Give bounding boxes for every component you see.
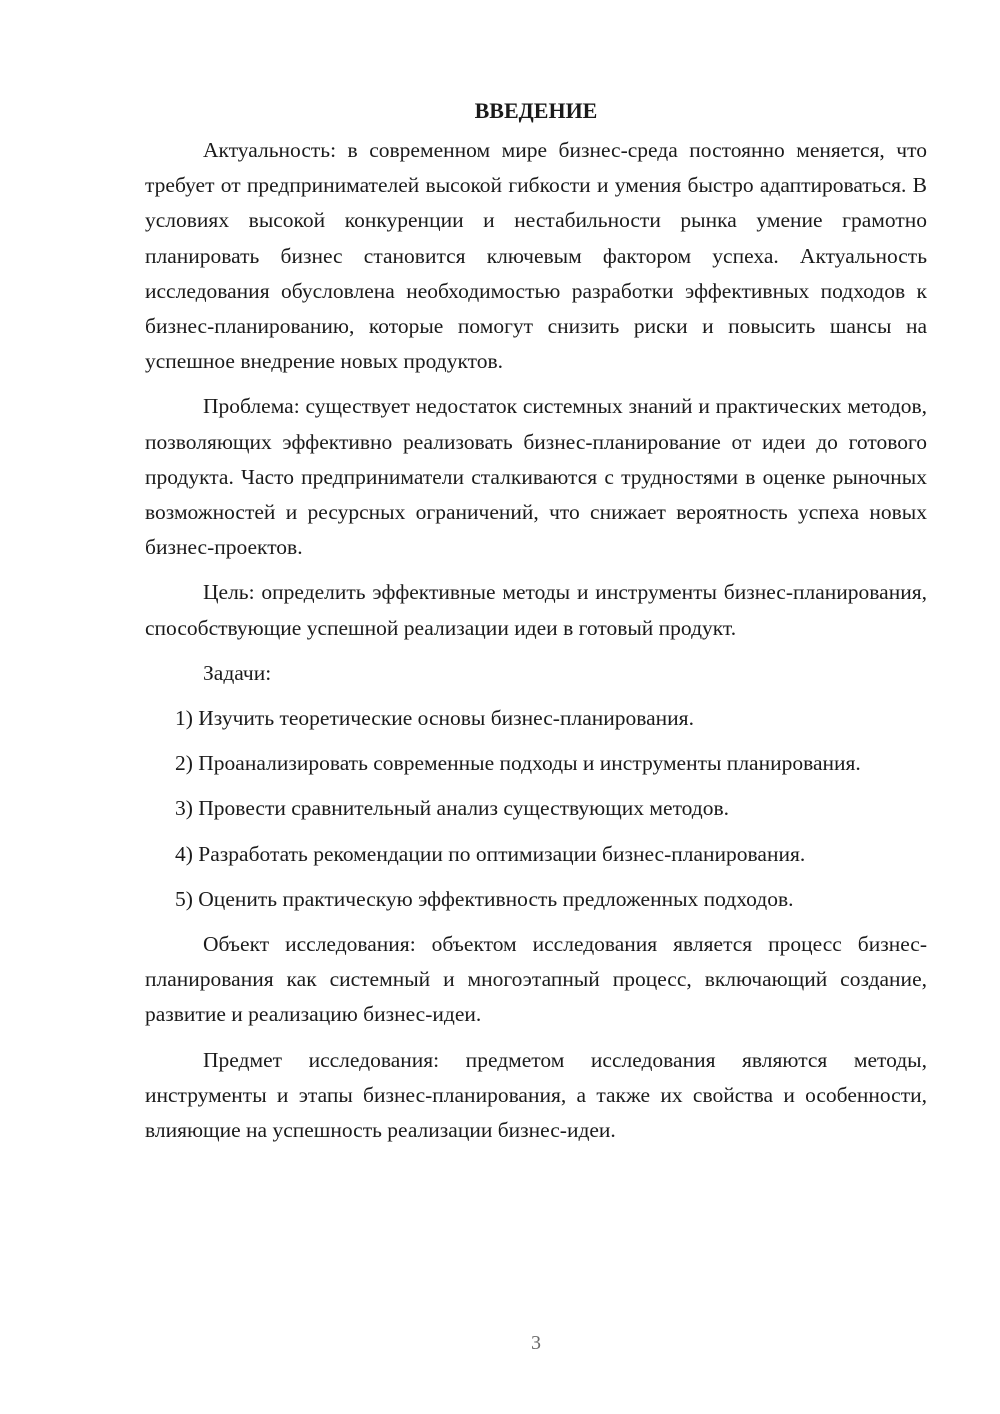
task-item-1: 1) Изучить теоретические основы бизнес-планирования. [175,706,694,731]
task-item-4: 4) Разработать рекомендации по оптимизации бизнес-планирования. [175,841,806,866]
section-title: ВВЕДЕНИЕ [474,98,598,123]
page-number: 3 [531,1332,541,1354]
tasks-heading: Задачи: [203,660,272,685]
paragraph-problem: Проблема: существует недостаток системных знаний и практических методов, позволяющих эффективно реализовать бизнес-планирование от идеи до готового продукта. Часто предприниматели сталкиваются с трудностями в оценке рыночных возможностей и ресурсных ограничений, что снижает вероятность успеха новых бизнес-проектов. [145,394,927,560]
paragraph-object: Объект исследования: объектом исследования является процесс бизнес-планирования как системный и многоэтапный процесс, включающий создание, развитие и реализацию бизнес-идеи. [145,932,927,1027]
task-item-3: 3) Провести сравнительный анализ существующих методов. [175,796,730,821]
paragraph-relevance: Актуальность: в современном мире бизнес-среда постоянно меняется, что требует от предпринимателей высокой гибкости и умения быстро адаптироваться. В условиях высокой конкуренции и нестабильности рынка умение грамотно планировать бизнес становится ключевым фактором успеха. Актуальность исследования обусловлена необходимостью разработки эффективных подходов к бизнес-планированию, которые помогут снизить риски и повысить шансы на успешное внедрение новых продуктов. [145,138,927,374]
paragraph-goal: Цель: определить эффективные методы и инструменты бизнес-планирования, способствующие успешной реализации идеи в готовый продукт. [145,580,927,640]
page-content [145,93,927,1158]
task-item-2: 2) Проанализировать современные подходы и инструменты планирования. [175,751,861,776]
paragraph-subject: Предмет исследования: предметом исследования являются методы, инструменты и этапы бизнес-планирования, а также их свойства и особенности, влияющие на успешность реализации бизнес-идеи. [145,1047,927,1143]
task-item-5: 5) Оценить практическую эффективность предложенных подходов. [175,886,794,911]
